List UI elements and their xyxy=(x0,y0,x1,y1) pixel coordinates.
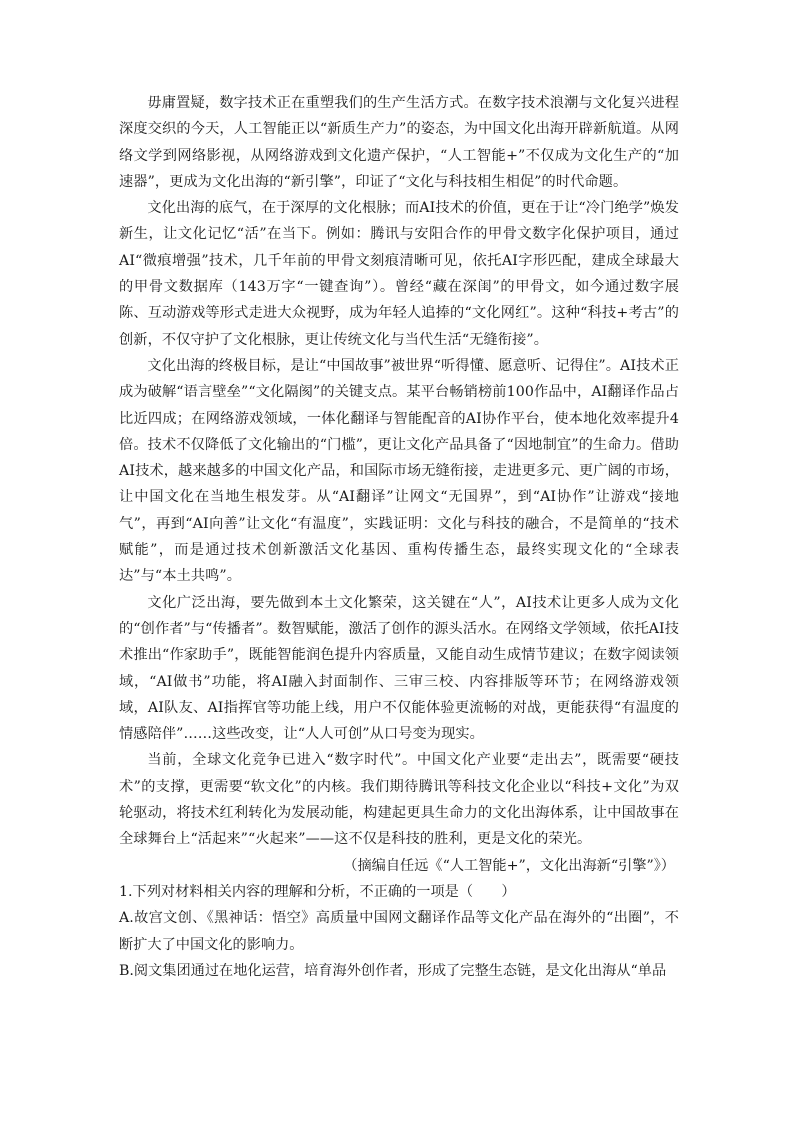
article-source: （摘编自任远《“人工智能+”，文化出海新“引擎”》） xyxy=(343,857,675,874)
question-option-a: A.故宫文创、《黑神话：悟空》高质量中国网文翻译作品等文化产品在海外的“出圈”，不断扩大了中国文化的影响力。 xyxy=(119,910,679,953)
article-paragraph-2: 文化出海的底气，在于深厚的文化根脉；而AI技术的价值，更在于让“冷门绝学”焕发新生，让文化记忆“活”在当下。例如：腾讯与安阳合作的甲骨文数字化保护项目，通过AI“微痕增强”技术，几千年前的甲骨文刻痕清晰可见，依托AI字形匹配，建成全球最大的甲骨文数据库（143万字“一键查询”）。曾经“藏在深闺”的甲骨文，如今通过数字展陈、互动游戏等形式走进大众视野，成为年轻人追捧的“文化网红”。这种“科技+考古”的创新，不仅守护了文化根脉，更让传统文化与当代生活“无缝衔接”。 xyxy=(119,200,679,348)
question-stem: 1.下列对材料相关内容的理解和分析，不正确的一项是（ ） xyxy=(119,883,516,900)
article-paragraph-5: 当前，全球文化竞争已进入“数字时代”。中国文化产业要“走出去”，既需要“硬技术”的支撑，更需要“软文化”的内核。我们期待腾讯等科技文化企业以“科技+文化”为双轮驱动，将技术红利转化为发展动能，构建起更具生命力的文化出海体系，让中国故事在全球舞台上“活起来”“火起来”——这不仅是科技的胜利，更是文化的荣光。 xyxy=(119,752,679,848)
article-paragraph-4: 文化广泛出海，要先做到本土文化繁荣，这关键在“人”，AI技术让更多人成为文化的“创作者”与“传播者”。数智赋能，激活了创作的源头活水。在网络文学领域，依托AI技术推出“作家助手”，既能智能润色提升内容质量，又能自动生成情节建议；在数字阅读领域，“AI做书”功能，将AI融入封面制作、三审三校、内容排版等环节；在网络游戏领域，AI队友、AI指挥官等功能上线，用户不仅能体验更流畅的对战，更能获得“有温度的情感陪伴”……这些改变，让“人人可创”从口号变为现实。 xyxy=(119,594,679,743)
question-option-b: B.阅文集团通过在地化运营，培育海外创作者，形成了完整生态链，是文化出海从“单品 xyxy=(119,962,667,979)
document-body xyxy=(119,90,679,984)
article-paragraph-3: 文化出海的终极目标，是让“中国故事”被世界“听得懂、愿意听、记得住”。AI技术正成为破解“语言壁垒”“文化隔阂”的关键支点。某平台畅销榜前100作品中，AI翻译作品占比近四成；在网络游戏领域，一体化翻译与智能配音的AI协作平台，使本地化效率提升4倍。技术不仅降低了文化输出的“门槛”，更让文化产品具备了“因地制宜”的生命力。借助AI技术，越来越多的中国文化产品，和国际市场无缝衔接，走进更多元、更广阔的市场，让中国文化在当地生根发芽。从“AI翻译”让网文“无国界”，到“AI协作”让游戏“接地气”，再到“AI向善”让文化“有温度”，实践证明：文化与科技的融合，不是简单的“技术赋能”，而是通过技术创新激活文化基因、重构传播生态，最终实现文化的“全球表达”与“本土共鸣”。 xyxy=(119,357,679,585)
article-paragraph-1: 毋庸置疑，数字技术正在重塑我们的生产生活方式。在数字技术浪潮与文化复兴进程深度交织的今天，人工智能正以“新质生产力”的姿态，为中国文化出海开辟新航道。从网络文学到网络影视，从网络游戏到文化遗产保护，“人工智能+”不仅成为文化生产的“加速器”，更成为文化出海的“新引擎”，印证了“文化与科技相生相促”的时代命题。 xyxy=(119,95,679,190)
